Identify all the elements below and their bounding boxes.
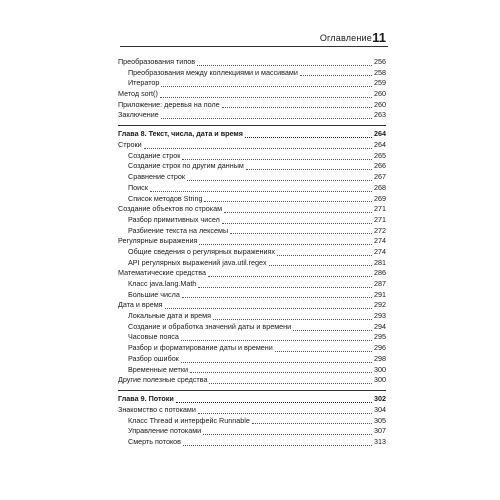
dot-leader	[182, 297, 372, 298]
toc-entry	[118, 215, 386, 226]
toc-entry-page: 267	[374, 172, 386, 182]
toc-entry	[118, 204, 386, 215]
toc-entry	[118, 258, 386, 269]
dot-leader	[150, 191, 372, 192]
dot-leader	[245, 137, 372, 138]
table-of-contents	[118, 57, 386, 448]
dot-leader	[187, 180, 372, 181]
dot-leader	[252, 423, 372, 424]
toc-entry-label: Создание и обработка значений даты и времени	[128, 321, 292, 331]
toc-entry-label: Создание объектов по строкам	[118, 204, 223, 214]
toc-entry	[118, 140, 386, 151]
header-rule	[120, 46, 388, 47]
toc-entry	[118, 279, 386, 290]
toc-entry-label: API регулярных выражений java.util.regex	[128, 257, 267, 267]
dot-leader	[204, 201, 372, 202]
toc-entry-label: Список методов String	[128, 193, 203, 203]
toc-entry	[118, 375, 386, 386]
toc-entry-page: 256	[374, 56, 386, 66]
toc-entry-label: Разбор ошибок	[128, 353, 179, 363]
toc-chapter-entry	[118, 390, 386, 405]
toc-entry-page: 292	[374, 300, 386, 310]
toc-entry	[118, 100, 386, 111]
toc-entry	[118, 300, 386, 311]
toc-entry	[118, 247, 386, 258]
toc-entry-page: 258	[374, 67, 386, 77]
toc-entry	[118, 290, 386, 301]
toc-entry-page: 271	[374, 204, 386, 214]
toc-entry-page: 300	[374, 375, 386, 385]
toc-entry-label: Приложение: деревья на поле	[118, 99, 220, 109]
toc-entry	[118, 365, 386, 376]
toc-entry-label: Глава 8. Текст, числа, дата и время	[118, 129, 243, 139]
toc-entry-page: 260	[374, 99, 386, 109]
toc-entry	[118, 110, 386, 121]
toc-entry-label: Смерть потоков	[128, 436, 181, 446]
dot-leader	[222, 223, 372, 224]
toc-entry-label: Преобразования между коллекциями и массивами	[128, 67, 298, 77]
dot-leader	[246, 169, 372, 170]
toc-entry-page: 274	[374, 246, 386, 256]
toc-entry	[118, 183, 386, 194]
dot-leader	[275, 351, 372, 352]
toc-entry	[118, 333, 386, 344]
dot-leader	[209, 383, 372, 384]
toc-entry	[118, 89, 386, 100]
toc-entry-page: 271	[374, 214, 386, 224]
toc-entry-label: Регулярные выражения	[118, 236, 198, 246]
dot-leader	[199, 244, 372, 245]
toc-entry	[118, 437, 386, 448]
dot-leader	[197, 65, 372, 66]
toc-entry-page: 298	[374, 353, 386, 363]
toc-entry-label: Разбор и форматирование даты и времени	[128, 343, 273, 353]
toc-entry-label: Разбор примитивных чисел	[128, 214, 220, 224]
dot-leader	[183, 445, 372, 446]
toc-entry-label: Разбиение текста на лексемы	[128, 225, 229, 235]
dot-leader	[165, 308, 372, 309]
toc-entry-page: 305	[374, 415, 386, 425]
toc-entry	[118, 57, 386, 68]
toc-entry-label: Знакомство с потоками	[118, 404, 196, 414]
dot-leader	[230, 233, 372, 234]
page-number: 11	[372, 30, 386, 45]
toc-entry	[118, 268, 386, 279]
toc-entry-page: 296	[374, 343, 386, 353]
toc-entry	[118, 405, 386, 416]
toc-entry	[118, 354, 386, 365]
toc-entry-label: Глава 9. Потоки	[118, 394, 174, 404]
toc-entry-label: Сравнение строк	[128, 172, 185, 182]
toc-entry-label: Общие сведения о регулярных выражениях	[128, 246, 275, 256]
dot-leader	[181, 362, 372, 363]
toc-chapter-entry	[118, 125, 386, 140]
toc-entry-label: Временные метки	[128, 364, 188, 374]
dot-leader	[277, 255, 372, 256]
dot-leader	[293, 330, 372, 331]
toc-entry-label: Класс java.lang.Math	[128, 279, 197, 289]
toc-entry-page: 293	[374, 311, 386, 321]
toc-entry-page: 266	[374, 161, 386, 171]
toc-entry-page: 272	[374, 225, 386, 235]
toc-entry-page: 265	[374, 150, 386, 160]
toc-entry-label: Заключение	[118, 110, 159, 120]
toc-entry-page: 304	[374, 404, 386, 414]
toc-entry-page: 264	[374, 129, 386, 139]
dot-leader	[269, 265, 372, 266]
dot-leader	[222, 107, 372, 108]
toc-entry-page: 302	[374, 394, 386, 404]
toc-entry-page: 274	[374, 236, 386, 246]
toc-entry-page: 291	[374, 289, 386, 299]
running-header-title: Оглавление	[319, 33, 372, 43]
toc-entry-page: 294	[374, 321, 386, 331]
toc-entry-page: 260	[374, 89, 386, 99]
dot-leader	[161, 86, 372, 87]
toc-entry-page: 295	[374, 332, 386, 342]
dot-leader	[198, 287, 372, 288]
toc-entry-page: 264	[374, 140, 386, 150]
toc-entry-page: 286	[374, 268, 386, 278]
dot-leader	[190, 372, 372, 373]
toc-entry-page: 259	[374, 78, 386, 88]
dot-leader	[300, 75, 372, 76]
toc-entry-label: Создание строк по другим данным	[128, 161, 244, 171]
dot-leader	[224, 212, 372, 213]
toc-entry	[118, 194, 386, 205]
dot-leader	[203, 434, 372, 435]
toc-entry	[118, 426, 386, 437]
toc-entry	[118, 172, 386, 183]
toc-entry-label: Метод sort()	[118, 89, 158, 99]
toc-entry-label: Локальные дата и время	[128, 311, 211, 321]
toc-entry-label: Дата и время	[118, 300, 163, 310]
dot-leader	[181, 340, 372, 341]
toc-entry-page: 300	[374, 364, 386, 374]
toc-entry-label: Преобразования типов	[118, 56, 196, 66]
toc-entry-page: 268	[374, 182, 386, 192]
toc-entry	[118, 416, 386, 427]
toc-entry-label: Часовые пояса	[128, 332, 179, 342]
toc-entry-label: Управление потоками	[128, 426, 202, 436]
toc-entry-label: Другие полезные средства	[118, 375, 208, 385]
toc-entry	[118, 311, 386, 322]
toc-entry	[118, 151, 386, 162]
dot-leader	[160, 97, 372, 98]
dot-leader	[176, 402, 372, 403]
toc-entry	[118, 226, 386, 237]
toc-entry-label: Строки	[118, 140, 142, 150]
toc-entry	[118, 236, 386, 247]
toc-entry-label: Математические средства	[118, 268, 206, 278]
dot-leader	[144, 148, 372, 149]
toc-entry-label: Создание строк	[128, 150, 181, 160]
toc-entry	[118, 78, 386, 89]
toc-entry-page: 281	[374, 257, 386, 267]
toc-entry-page: 269	[374, 193, 386, 203]
toc-entry	[118, 322, 386, 333]
toc-entry-page: 287	[374, 279, 386, 289]
toc-entry	[118, 162, 386, 173]
toc-entry	[118, 343, 386, 354]
toc-entry-label: Поиск	[128, 182, 148, 192]
dot-leader	[213, 319, 372, 320]
dot-leader	[208, 276, 372, 277]
dot-leader	[182, 159, 372, 160]
toc-entry-page: 307	[374, 426, 386, 436]
dot-leader	[161, 118, 372, 119]
toc-entry-label: Итератор	[128, 78, 160, 88]
toc-entry-label: Класс Thread и интерфейс Runnable	[128, 415, 250, 425]
toc-entry-page: 313	[374, 436, 386, 446]
dot-leader	[198, 413, 372, 414]
toc-entry-label: Большие числа	[128, 289, 180, 299]
toc-entry-page: 263	[374, 110, 386, 120]
toc-entry	[118, 68, 386, 79]
